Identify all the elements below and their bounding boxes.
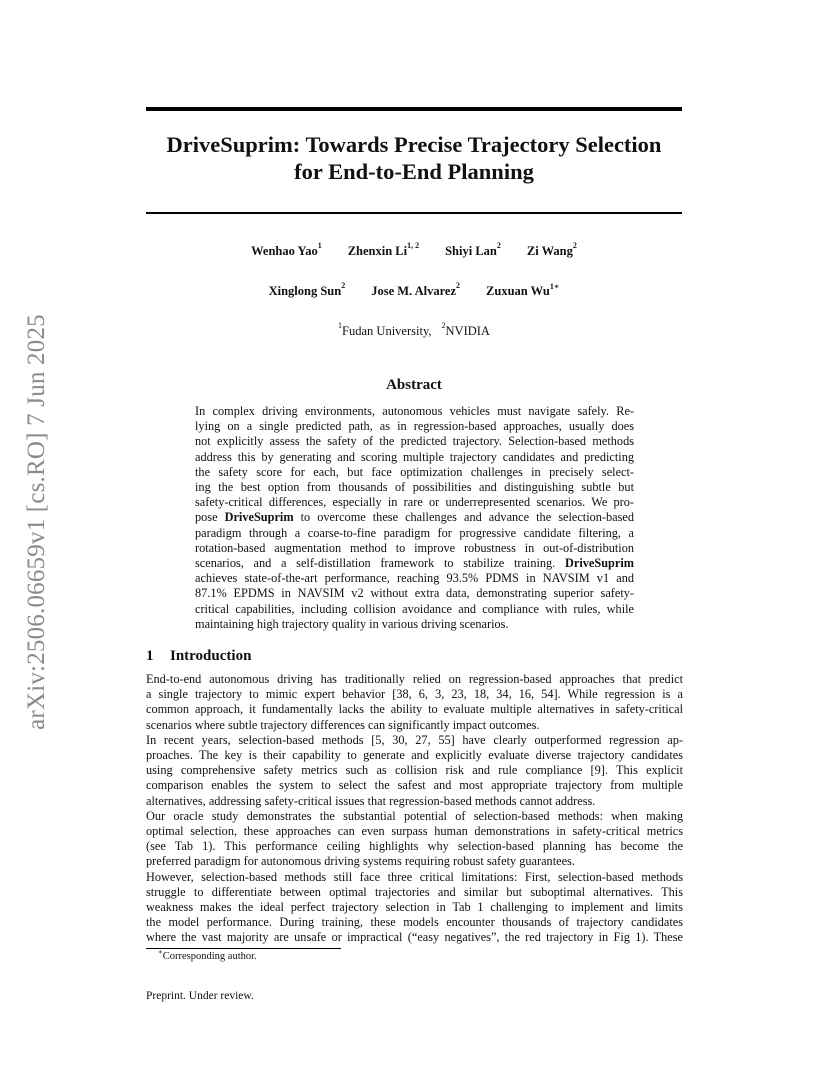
affiliation-name: NVIDIA bbox=[445, 324, 490, 338]
abstract-line: maintaining high trajectory quality in various driving scenarios. bbox=[195, 616, 509, 631]
author-affiliation-mark: 2 bbox=[496, 241, 501, 250]
author-name bbox=[371, 281, 461, 298]
author-name-text: Zi Wang bbox=[526, 244, 573, 258]
intro-line: the model performance. During training, these models encounter thousands of trajectory candidates bbox=[146, 915, 683, 930]
section-heading-introduction bbox=[146, 648, 251, 665]
author-affiliation-mark: 1 bbox=[317, 241, 322, 250]
intro-line: alternatives, addressing safety-critical issues that regression-based methods cannot address. bbox=[146, 793, 596, 808]
intro-line: End-to-end autonomous driving has traditionally relied on regression-based approaches that predict bbox=[146, 672, 683, 686]
intro-line: Our oracle study demonstrates the substantial potential of selection-based methods: when making bbox=[146, 808, 683, 823]
intro-line: However, selection-based methods still face three critical limitations: First, selection-based methods bbox=[146, 869, 683, 884]
arxiv-identifier: arXiv:2506.06659v1 [cs.RO] 7 Jun 2025 bbox=[23, 314, 50, 730]
author-name-text: Shiyi Lan bbox=[445, 244, 497, 258]
affiliation-mark: 1 bbox=[338, 321, 343, 330]
author-name bbox=[251, 241, 322, 258]
affiliation-mark: 2 bbox=[441, 321, 446, 330]
footnote-mark: ∗ bbox=[158, 948, 163, 956]
author-name bbox=[526, 241, 577, 258]
text-run: pose bbox=[195, 510, 225, 525]
title-line-1: DriveSuprim: Towards Precise Trajectory Selection bbox=[166, 132, 662, 157]
method-name: DriveSuprim bbox=[224, 510, 294, 525]
author-affiliation-mark: 2 bbox=[456, 281, 461, 290]
paper-title bbox=[146, 131, 682, 185]
abstract-body bbox=[195, 404, 634, 632]
preprint-notice: Preprint. Under review. bbox=[146, 990, 254, 1002]
abstract-line: In complex driving environments, autonomous vehicles must navigate safely. Re- bbox=[195, 404, 634, 418]
intro-line: common approach, it fundamentally lacks the ability to evaluate multiple alternatives in safety-critical bbox=[146, 702, 683, 717]
abstract-line bbox=[195, 556, 634, 571]
intro-line: a single trajectory to mimic expert behavior [38, 6, 3, 23, 18, 34, 16, 54]. While regression is a bbox=[146, 687, 683, 702]
abstract-line: achieves state-of-the-art performance, reaching 93.5% PDMS in NAVSIM v1 and bbox=[195, 571, 634, 586]
author-row-1 bbox=[146, 241, 682, 259]
footnote-text: Corresponding author. bbox=[162, 951, 257, 962]
author-name-text: Jose M. Alvarez bbox=[371, 284, 457, 298]
abstract-line: not explicitly assess the safety of the predicted trajectory. Selection-based methods bbox=[195, 434, 634, 449]
author-name bbox=[268, 281, 346, 298]
method-name: DriveSuprim bbox=[565, 556, 634, 571]
abstract-line: 87.1% EPDMS in NAVSIM v2 without extra data, demonstrating superior safety- bbox=[195, 586, 634, 601]
author-row-2 bbox=[146, 281, 682, 299]
abstract-line: address this by generating and scoring multiple trajectory candidates and predicting bbox=[195, 449, 634, 464]
author-name-text: Zhenxin Li bbox=[347, 244, 408, 258]
intro-line: In recent years, selection-based methods [5, 30, 27, 55] have clearly outperformed regression ap- bbox=[146, 732, 683, 747]
title-top-rule bbox=[146, 107, 682, 111]
affiliations bbox=[146, 321, 682, 339]
intro-line: weakness makes the ideal perfect trajectory selection in Tab 1 challenging to implement and limits bbox=[146, 900, 683, 915]
intro-line: scenarios where subtle trajectory differences can significantly impact outcomes. bbox=[146, 717, 540, 732]
intro-line: optimal selection, these approaches can even surpass human demonstrations in safety-critical metrics bbox=[146, 824, 683, 839]
author-name-text: Xinglong Sun bbox=[268, 284, 342, 298]
abstract-line: critical capabilities, including collision avoidance and compliance with rules, while bbox=[195, 601, 634, 616]
intro-line: where the vast majority are unsafe or impractical (“easy negatives”, the red trajectory in Fig 1). These bbox=[146, 930, 683, 945]
author-affiliation-mark: 2 bbox=[341, 281, 346, 290]
footnote bbox=[158, 948, 257, 962]
author-affiliation-mark: 1, 2 bbox=[407, 241, 420, 250]
text-run: to overcome these challenges and advance the selection-based bbox=[293, 510, 634, 525]
intro-line: struggle to differentiate between optimal trajectories and similar but suboptimal alternatives. This bbox=[146, 884, 683, 899]
section-title: Introduction bbox=[170, 648, 252, 664]
author-name bbox=[486, 284, 559, 298]
intro-line: comparison enables the system to select the safest and most appropriate trajectory from multiple bbox=[146, 778, 683, 793]
abstract-line: rotation-based augmentation method to improve robustness in out-of-distribution bbox=[195, 540, 634, 555]
intro-line: (see Tab 1). This performance ceiling highlights why selection-based planning has become the bbox=[146, 839, 683, 854]
abstract-line: ing the best option from thousands of possibilities and distinguishing subtle but bbox=[195, 480, 634, 495]
abstract-line: paradigm through a coarse-to-fine paradigm for progressive candidate filtering, a bbox=[195, 525, 634, 540]
footnote-rule bbox=[146, 948, 341, 949]
author-name bbox=[347, 241, 420, 258]
author-affiliation-mark: 2 bbox=[572, 241, 577, 250]
introduction-body bbox=[146, 672, 683, 946]
author-affiliation-mark: 1∗ bbox=[549, 282, 560, 291]
title-bottom-rule bbox=[146, 212, 682, 214]
author-name-text: Wenhao Yao bbox=[251, 244, 318, 258]
intro-line: using comprehensive safety metrics such as collision risk and rule compliance [9]. This explicit bbox=[146, 763, 683, 778]
text-run: scenarios, and a self-distillation framework to stabilize training. bbox=[195, 556, 565, 571]
abstract-heading: Abstract bbox=[386, 377, 442, 393]
intro-line: proaches. The key is their capability to generate and explicitly evaluate diverse trajectory candidates bbox=[146, 748, 683, 763]
abstract-line bbox=[195, 510, 634, 525]
section-number: 1 bbox=[146, 648, 154, 664]
author-name-text: Zuxuan Wu bbox=[486, 284, 550, 298]
abstract-line: lying on a single predicted path, as in regression-based approaches, usually does bbox=[195, 419, 634, 434]
abstract-line: safety-critical differences, especially in rare or underrepresented scenarios. We pro- bbox=[195, 495, 634, 510]
author-name bbox=[445, 241, 501, 258]
affiliation-name: Fudan University, bbox=[342, 324, 432, 338]
title-line-2: for End-to-End Planning bbox=[294, 159, 534, 184]
intro-line: preferred paradigm for autonomous driving systems requiring robust safety guarantees. bbox=[146, 854, 575, 869]
abstract-line: the safety score for each, but face optimization challenges in precisely select- bbox=[195, 464, 634, 479]
